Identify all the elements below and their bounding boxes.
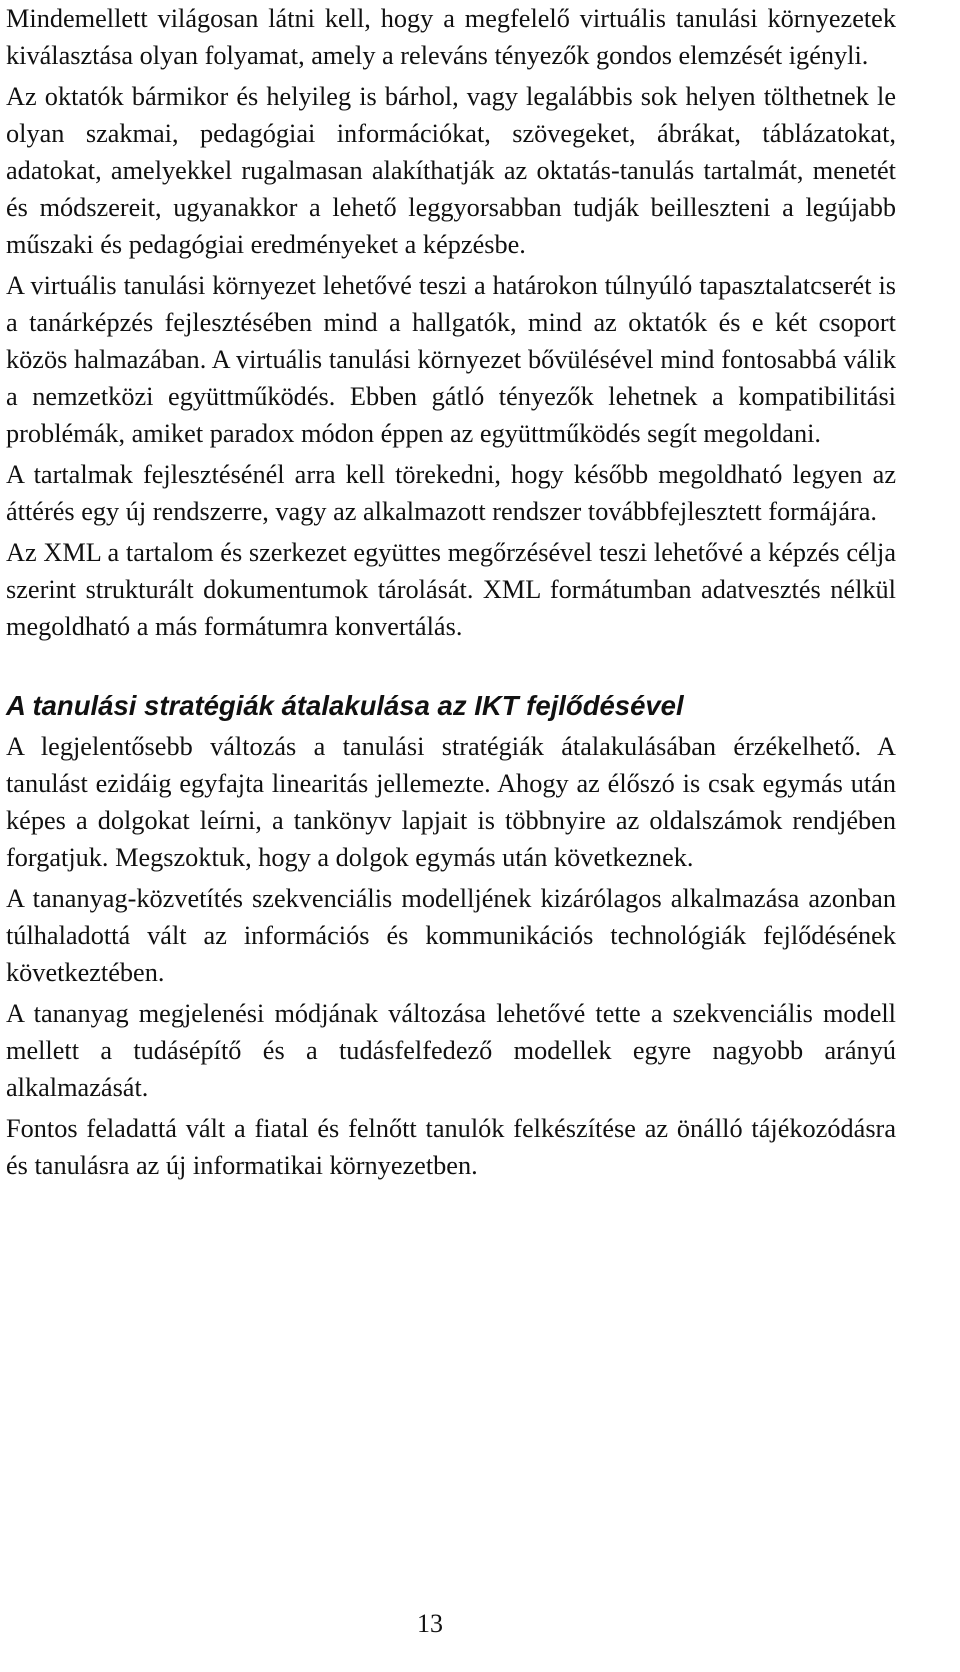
document-page (6, 0, 896, 1184)
paragraph-experience-exchange: A virtuális tanulási környezet lehetővé teszi a határokon túlnyúló tapasztalatcserét is a tanárképzés fejlesztésében mind a hallgatók, mind az oktatók és e két csoport közös halmazában. A virtuális tanulási környezet bővülésével mind fontosabbá válik a nemzetközi együttműködés. Ebben gátló tényezők lehetnek a kompatibilitási problémák, amiket paradox módon éppen az együttműködés segít megoldani. (6, 271, 896, 448)
section-heading: A tanulási stratégiák átalakulása az IKT fejlődésével (6, 690, 684, 721)
paragraph-environment-selection: Mindemellett világosan látni kell, hogy a megfelelő virtuális tanulási környezetek kiválasztása olyan folyamat, amely a releváns tényezők gondos elemzését igényli. (6, 4, 896, 70)
paragraph-sequential-model: A tananyag-közvetítés szekvenciális modelljének kizárólagos alkalmazása azonban túlhaladottá vált az információs és kommunikációs technológiák fejlődésének következtében. (6, 884, 896, 987)
paragraph-learning-strategies: A legjelentősebb változás a tanulási stratégiák átalakulásában érzékelhető. A tanulást ezidáig egyfajta linearitás jellemezte. Ahogy az élőszó is csak egymás után képes a dolgokat leírni, a tankönyv lapjait is többnyire az oldalszámok rendjében forgatjuk. Megszoktuk, hogy a dolgok egymás után következnek. (6, 732, 896, 872)
paragraph-content-development: A tartalmak fejlesztésénél arra kell törekedni, hogy később megoldható legyen az áttérés egy új rendszerre, vagy az alkalmazott rendszer továbbfejlesztett formájára. (6, 460, 896, 526)
paragraph-knowledge-models: A tananyag megjelenési módjának változása lehetővé tette a szekvenciális modell mellett a tudásépítő és a tudásfelfedező modellek egyre nagyobb arányú alkalmazását. (6, 999, 896, 1102)
paragraph-instructor-access: Az oktatók bármikor és helyileg is bárhol, vagy legalábbis sok helyen tölthetnek le olyan szakmai, pedagógiai információkat, szövegeket, ábrákat, táblázatokat, adatokat, amelyekkel rugalmasan alakíthatják az oktatás-tanulás tartalmát, menetét és módszereit, ugyanakkor a lehető leggyorsabban tudják beilleszteni a legújabb műszaki és pedagógiai eredményeket a képzésbe. (6, 82, 896, 259)
paragraph-xml: Az XML a tartalom és szerkezet együttes megőrzésével teszi lehetővé a képzés célja szerint strukturált dokumentumok tárolását. XML formátumban adatvesztés nélkül megoldható a más formátumra konvertálás. (6, 538, 896, 641)
page-number: 13 (417, 1609, 443, 1638)
paragraph-learner-preparation: Fontos feladattá vált a fiatal és felnőtt tanulók felkészítése az önálló tájékozódásra és tanulásra az új informatikai környezetben. (6, 1114, 896, 1180)
